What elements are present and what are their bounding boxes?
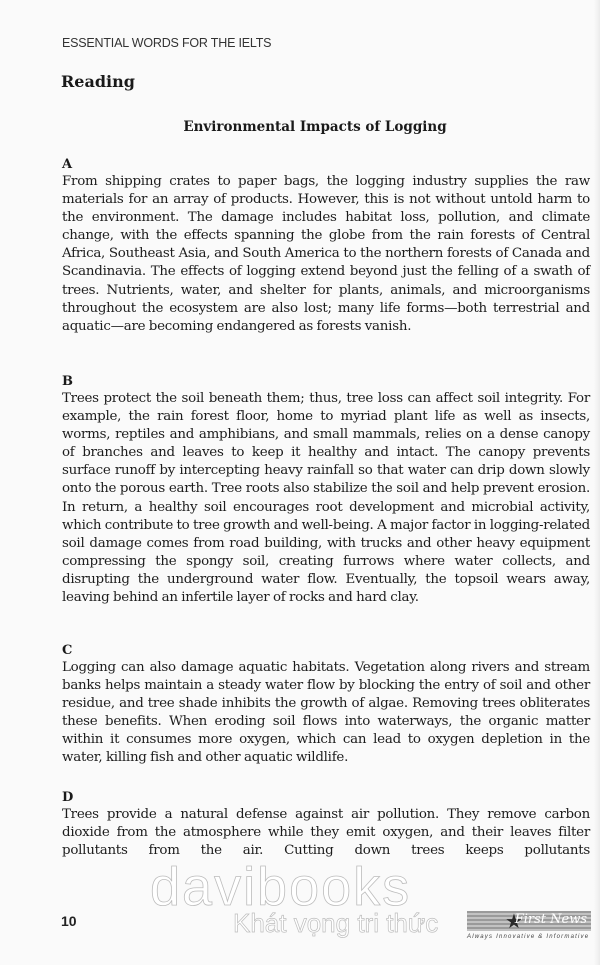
publisher-logo [467,911,591,940]
section-heading: Reading [61,72,135,91]
paragraph-text: Logging can also damage aquatic habitats. Vegetation along rivers and stream banks helps maintain a steady water flow by blocking the entry of soil and other residue, and tree shade inhibits the growth of algae. Removing trees obliterates these benefits. When eroding soil flows into waterways, the organic matter within it consumes more oxygen, which can lead to oxygen depletion in the water, killing fish and other aquatic wildlife. [62,660,590,766]
page-edge-shadow [594,0,600,965]
paragraph-text: Trees protect the soil beneath them; thus, tree loss can affect soil integrity. For example, the rain forest floor, home to myriad plant life as well as insects, worms, reptiles and amphibians, and small mammals, relies on a dense canopy of branches and leaves to keep it healthy and intact. The canopy prevents surface runoff by intercepting heavy rainfall so that water can drip down slowly onto the porous earth. Tree roots also stabilize the soil and help prevent erosion. In return, a healthy soil encourages root development and microbial activity, which contribute to tree growth and well-being. A major factor in logging-related soil damage comes from road building, with trucks and other heavy equipment compressing the spongy soil, creating furrows where water collects, and disrupting the underground water flow. Eventually, the topsoil wears away, leaving behind an infertile layer of rocks and hard clay. [62,391,590,606]
paragraph-d [62,790,590,860]
paragraph-a [62,157,590,336]
paragraph-text: Trees provide a natural defense against air pollution. They remove carbon dioxide from the atmosphere while they emit oxygen, and their leaves filter pollutants from the air. Cutting down trees keeps pollutants [62,807,590,859]
paragraph-c [62,643,590,768]
publisher-tagline: Always Innovative & Informative [467,934,590,940]
paragraph-label: B [62,374,73,389]
watermark-brand: davibooks [150,857,412,917]
paragraph-b [62,374,590,607]
paragraph-label: C [62,643,73,658]
running-head: ESSENTIAL WORDS FOR THE IELTS [62,36,272,50]
paragraph-label: D [62,790,74,805]
publisher-name: First News [514,912,587,927]
article-title: Environmental Impacts of Logging [183,119,447,135]
paragraph-label: A [62,157,73,172]
logo-banner [467,911,591,931]
watermark-slogan: Khát vọng tri thức [233,908,439,938]
star-icon: ★ [505,909,523,933]
page-number: 10 [61,913,77,929]
paragraph-text: From shipping crates to paper bags, the logging industry supplies the raw materials for an array of products. However, this is not without untold harm to the environment. The damage includes habitat loss, pollution, and climate change, with the effects spanning the globe from the rain forests of Central Africa, Southeast Asia, and South America to the northern forests of Canada and Scandinavia. The effects of logging extend beyond just the felling of a swath of trees. Nutrients, water, and shelter for plants, animals, and microorganisms throughout the ecosystem are also lost; many life forms—both terrestrial and aquatic—are becoming endangered as forests vanish. [62,174,590,334]
